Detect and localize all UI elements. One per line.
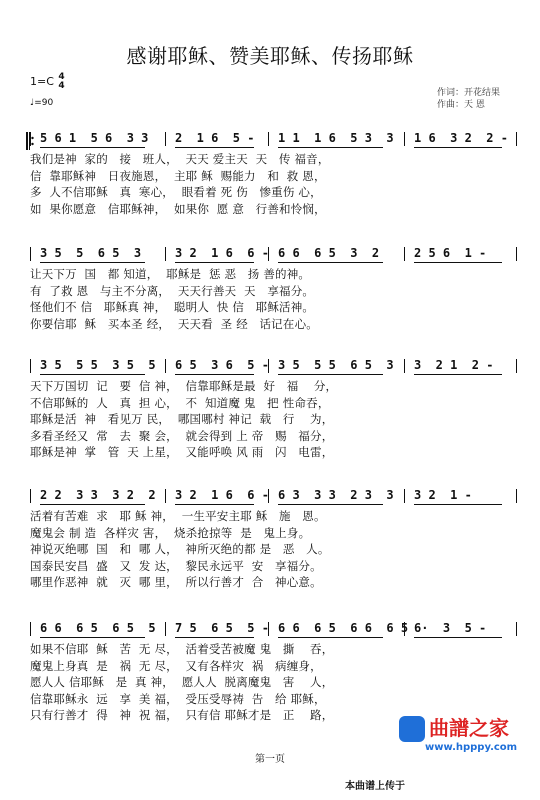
measure: 3 5 5 6 5 3	[40, 246, 142, 260]
page-title: 感谢耶稣、赞美耶稣、传扬耶稣	[126, 44, 414, 68]
score-system	[30, 245, 520, 332]
measure: 3 2 1 6 6 -	[175, 246, 269, 260]
measure: 6 6 6 5 6 6 6 5	[278, 621, 409, 635]
lyrics-block	[30, 378, 520, 461]
beam-underline	[175, 374, 254, 375]
time-sig-bottom: 4	[58, 81, 65, 91]
bar-line	[268, 132, 269, 146]
bar-line	[516, 132, 517, 146]
watermark	[395, 712, 535, 772]
beam-underline	[414, 147, 502, 148]
score-system	[30, 620, 520, 724]
bar-line	[404, 489, 405, 503]
beam-underline	[40, 504, 145, 505]
bar-line	[30, 359, 31, 373]
lyric-line: 不信耶稣的 人 真 担 心， 不 知道魔 鬼 把 性命吞，	[30, 395, 330, 410]
bar-line	[165, 622, 166, 636]
measure: 6 5 3 6 5 -	[175, 358, 269, 372]
bar-line	[30, 132, 31, 146]
lyric-line: 我们是神 家的 接 班人， 天天 爱主天 天 传 福音，	[30, 152, 330, 166]
credits	[437, 87, 500, 111]
score-system	[30, 357, 520, 461]
watermark-text: 曲譜之家	[429, 716, 509, 740]
measure: 3 2 1 -	[414, 488, 472, 502]
lyric-line: 哪里作恶神 就 灭 哪 里， 所以行善才 合 神心意。	[30, 575, 322, 589]
measure: 6 6 6 5 6 5 5	[40, 621, 156, 635]
measure: 3 5 5 5 6 5 3	[278, 358, 394, 372]
lyrics-block	[30, 266, 520, 332]
beam-underline	[40, 147, 145, 148]
lyricist-credit: 作词：开花结果	[437, 88, 501, 98]
lyric-line: 国泰民安昌 盛 又 发 达， 黎民永远平 安 享福分。	[30, 558, 322, 573]
key-label: 1=C	[30, 75, 54, 88]
bar-line	[516, 622, 517, 636]
beam-underline	[414, 262, 502, 263]
measure: 3 2 1 6 6 -	[175, 488, 269, 502]
score-system	[30, 130, 520, 217]
beam-underline	[175, 262, 254, 263]
notation-line	[30, 487, 520, 507]
key-signature	[30, 73, 65, 91]
lyric-line: 怪他们不 信 耶稣真 神， 聪明人 快 信 耶稣活神。	[30, 300, 315, 314]
bar-line	[516, 247, 517, 261]
beam-underline	[414, 504, 502, 505]
bar-line	[516, 489, 517, 503]
bar-line	[165, 132, 166, 146]
lyric-line: 愿人人 信耶稣 是 真 神， 愿人人 脱离魔鬼 害 人，	[30, 675, 334, 689]
lyrics-block	[30, 151, 520, 217]
lyric-line: 耶稣是神 掌 管 天 上星， 又能呼唤 风 雨 闪 电雷，	[30, 445, 334, 459]
footer-note: 本曲谱上传于	[345, 781, 405, 792]
measure: 1 1 1 6 5 3 3	[278, 131, 394, 145]
measure: 7 5 6 5 5 -	[175, 621, 269, 635]
beam-underline	[278, 374, 383, 375]
lyrics-block	[30, 508, 520, 591]
lyric-line: 信靠耶稣永 远 享 美 福， 受压受辱祷 告 给 耶稣，	[30, 691, 326, 706]
measure: 2 1 6 5 -	[175, 131, 255, 145]
watermark-url: www.hpppy.com	[425, 742, 518, 753]
lyric-line: 让天下万 国 都 知道， 耶稣是 惩 恶 扬 善的神。	[30, 267, 311, 281]
bar-line	[404, 359, 405, 373]
bar-line	[165, 247, 166, 261]
lyric-line: 天下万国切 记 要 信 神， 信靠耶稣是最 好 福 分，	[30, 379, 338, 393]
lyric-line: 多 人不信耶稣 真 寒心， 眼看着 死 伤 惨重伤 心，	[30, 185, 322, 199]
lyric-line: 多看圣经又 常 去 聚 会， 就会得到 上 帝 赐 福分，	[30, 428, 334, 443]
bar-line	[30, 489, 31, 503]
lyric-line: 信 靠耶稣神 日夜施恩， 主耶 稣 赐能力 和 救 恩，	[30, 168, 326, 183]
measure: 3 5 5 5 3 5 5	[40, 358, 156, 372]
bar-line	[30, 247, 31, 261]
beam-underline	[278, 504, 383, 505]
lyric-line: 如 果你愿意 信耶稣神， 如果你 愿 意 行善和怜悯，	[30, 201, 326, 216]
notation-line	[30, 620, 520, 640]
tempo-marking: ♩=90	[30, 98, 54, 108]
measure: 5 6 1 5 6 3 3	[40, 131, 149, 145]
measure: 6 6 6 5 3 2	[278, 246, 380, 260]
measure: 6 3 3 3 2 3 3	[278, 488, 394, 502]
bar-line	[404, 247, 405, 261]
score-system	[30, 487, 520, 591]
notation-line	[30, 130, 520, 150]
measure: 2 5 6 1 -	[414, 246, 487, 260]
lyric-line: 有 了救 恩 与主不分离， 天天行善天 天 享福分。	[30, 283, 315, 298]
bar-line	[165, 489, 166, 503]
beam-underline	[40, 262, 145, 263]
bar-line	[404, 132, 405, 146]
measure: 3 2 1 2 -	[414, 358, 494, 372]
lyric-line: 耶稣是活 神 看见万 民， 哪国哪村 神记 载 行 为，	[30, 412, 334, 426]
beam-underline	[278, 637, 383, 638]
lyric-line: 活着有苦难 求 耶 稣 神， 一生平安主耶 稣 施 恩。	[30, 509, 326, 523]
lyric-line: 魔鬼会 制 造 各样灾 害， 烧杀抢掠等 是 鬼上身。	[30, 525, 311, 540]
time-signature	[58, 73, 64, 91]
beam-underline	[278, 262, 383, 263]
beam-underline	[414, 374, 502, 375]
measure: 6· 3 5 -	[414, 621, 487, 635]
beam-underline	[175, 504, 254, 505]
watermark-logo-icon	[399, 716, 425, 742]
beam-underline	[175, 637, 254, 638]
measure: 2 2 3 3 3 2 2	[40, 488, 156, 502]
beam-underline	[40, 637, 145, 638]
notation-line	[30, 357, 520, 377]
beam-underline	[175, 147, 254, 148]
lyric-line: 你要信耶 稣 买本圣 经， 天天看 圣 经 话记在心。	[30, 316, 318, 331]
bar-line	[516, 359, 517, 373]
notation-line	[30, 245, 520, 265]
lyric-line: 只有行善才 得 神 祝 福， 只有信 耶稣才是 正 路，	[30, 708, 334, 722]
beam-underline	[278, 147, 383, 148]
lyric-line: 魔鬼上身真 是 祸 无 尽， 又有各样灾 祸 病缠身，	[30, 658, 322, 673]
beam-underline	[414, 637, 502, 638]
composer-credit: 作曲：天 恩	[437, 100, 485, 110]
bar-line	[30, 622, 31, 636]
bar-line	[165, 359, 166, 373]
measure: 1 6 3 2 2 -	[414, 131, 508, 145]
time-sig-top: 4	[58, 72, 65, 82]
lyric-line: 如果不信耶 稣 苦 无 尽， 活着受苦被魔 鬼 撕 吞，	[30, 642, 334, 656]
page-number: 第一页	[255, 754, 285, 765]
beam-underline	[40, 374, 145, 375]
lyric-line: 神说灭绝哪 国 和 哪 人， 神所灭绝的都 是 恶 人。	[30, 542, 330, 556]
